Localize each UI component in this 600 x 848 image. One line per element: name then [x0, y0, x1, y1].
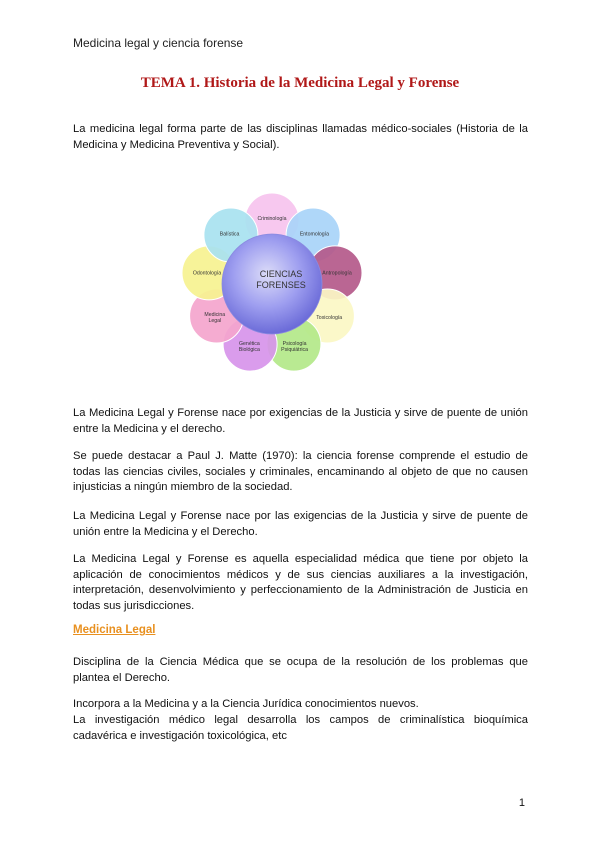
- diagram-node-label-2: Entomología: [299, 231, 329, 238]
- center-label-line1: CIENCIAS: [259, 269, 303, 279]
- center-label-line2: FORENSES: [256, 280, 306, 290]
- diagram-node-label-7: Medicina Legal: [204, 312, 226, 324]
- paragraph-2: Se puede destacar a Paul J. Matte (1970): la ciencia forense comprende el estudio de todas las ciencias civiles, sociales y criminales, encaminando al objeto de que no causen injusticias a ningún miembro de la sociedad.: [73, 450, 528, 494]
- intro-paragraph: La medicina legal forma parte de las disciplinas llamadas médico-sociales (Historia de la Medicina y Medicina Preventiva y Social).: [73, 123, 528, 151]
- paragraph-3: La Medicina Legal y Forense nace por las exigencias de la Justicia y sirve de puente de unión entre la Medicina y el Derecho.: [73, 510, 528, 538]
- diagram-node-label-1: Criminología: [257, 216, 287, 222]
- document-title: TEMA 1. Historia de la Medicina Legal y Forense: [140, 75, 460, 91]
- page-header: Medicina legal y ciencia forense: [73, 36, 244, 50]
- diagram-node-label-5: Psicología Psiquiátrica: [281, 341, 309, 353]
- diagram-node-label-3: Antropología: [322, 270, 352, 277]
- paragraph-4: La Medicina Legal y Forense es aquella especialidad médica que tiene por objeto la aplicación de conocimientos médicos y de sus ciencias auxiliares a la investigación, interpretación, desenvolvimiento y perfeccionamiento de la Administración de Justicia en todas sus jurisdicciones.: [73, 553, 528, 612]
- section-paragraph-1: Disciplina de la Ciencia Médica que se ocupa de la resolución de los problemas que plantea el Derecho.: [73, 656, 528, 684]
- paragraph-1: La Medicina Legal y Forense nace por exigencias de la Justicia y sirve de puente de unión entre la Medicina y el derecho.: [73, 407, 528, 435]
- section-paragraph-2: Incorpora a la Medicina y a la Ciencia Jurídica conocimientos nuevos.: [73, 698, 419, 710]
- forensic-sciences-diagram: [175, 178, 370, 378]
- diagram-node-label-8: Odontología: [192, 270, 222, 277]
- diagram-node-label-6: Genética Biológica: [238, 341, 260, 353]
- diagram-node-label-4: Toxicología: [316, 315, 343, 321]
- medicina-legal-link[interactable]: Medicina Legal: [73, 624, 156, 636]
- section-paragraph-3: La investigación médico legal desarrolla los campos de criminalística bioquímica cadavérica e investigación toxicológica, etc: [73, 714, 528, 742]
- page-number: 1: [518, 797, 525, 809]
- diagram-node-label-9: Balística: [219, 231, 240, 238]
